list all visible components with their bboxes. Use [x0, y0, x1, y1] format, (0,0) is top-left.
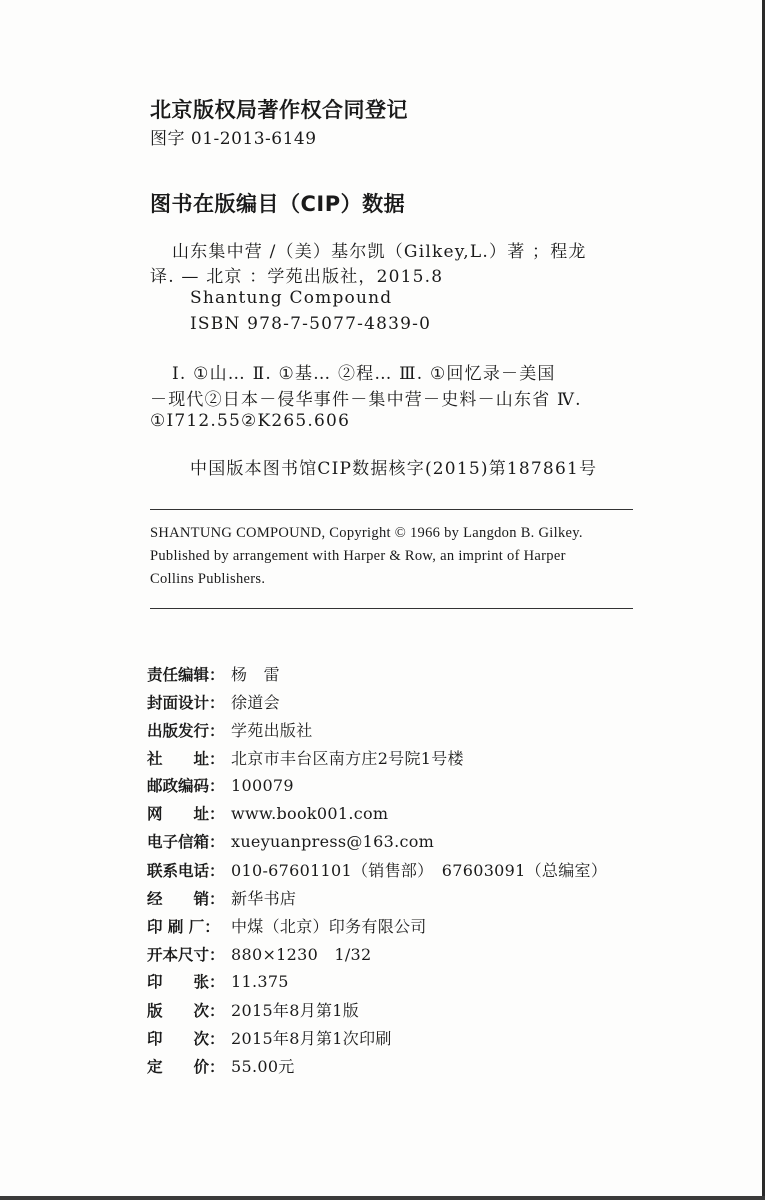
- cip-line-original-title: Shantung Compound: [190, 288, 393, 308]
- info-value: 新华书店: [231, 889, 297, 908]
- cip-heading: 图书在版编目（CIP）数据: [150, 192, 406, 216]
- info-value: 学苑出版社: [231, 721, 313, 740]
- info-value: 徐道会: [231, 693, 280, 712]
- info-label: 电子信箱：: [147, 833, 225, 851]
- info-label: 经 销：: [147, 890, 225, 908]
- info-value: xueyuanpress@163.com: [231, 832, 435, 851]
- info-row-sheets: [147, 970, 289, 992]
- info-row-edition: [147, 998, 359, 1021]
- cip-line-subjects-1: Ⅰ. ①山… Ⅱ. ①基… ②程… Ⅲ. ①回忆录－美国: [172, 364, 556, 384]
- copyright-bottom-rule: [150, 608, 633, 609]
- info-row-editor: [147, 662, 280, 685]
- info-row-phone: [147, 858, 607, 881]
- info-value: 55.00元: [231, 1057, 295, 1076]
- info-label: 版 次：: [147, 1002, 225, 1020]
- info-label: 定 价：: [147, 1058, 225, 1076]
- info-label: 社 址：: [147, 750, 225, 768]
- info-row-printing: [147, 1026, 392, 1049]
- info-row-printer: [147, 914, 427, 937]
- info-value: 11.375: [231, 972, 289, 991]
- copyright-line-2: Published by arrangement with Harper & Row, an imprint of Harper: [150, 548, 566, 564]
- info-row-cover-design: [147, 690, 280, 713]
- cip-line-classification: ①I712.55②K265.606: [150, 411, 351, 431]
- info-label: 印 张：: [147, 973, 225, 991]
- cip-line-record-number: 中国版本图书馆CIP数据核字(2015)第187861号: [190, 459, 598, 479]
- info-value: 2015年8月第1次印刷: [231, 1029, 392, 1048]
- info-value: 北京市丰台区南方庄2号院1号楼: [231, 749, 464, 768]
- info-value: 中煤（北京）印务有限公司: [231, 917, 427, 936]
- info-row-website: [147, 802, 388, 824]
- info-label: 开本尺寸：: [147, 946, 225, 964]
- info-label: 责任编辑：: [147, 666, 225, 684]
- info-value: 100079: [231, 776, 294, 795]
- info-label: 印 次：: [147, 1030, 225, 1048]
- info-value: 杨 雷: [231, 665, 280, 684]
- info-value: 010-67601101（销售部） 67603091（总编室）: [231, 861, 608, 880]
- cip-line-subjects-2: －现代②日本－侵华事件－集中营－史料－山东省 Ⅳ.: [150, 390, 582, 410]
- info-row-email: [147, 830, 434, 852]
- info-label: 出版发行：: [147, 722, 225, 740]
- info-label: 印 刷 厂：: [147, 918, 220, 936]
- cip-line-isbn: ISBN 978-7-5077-4839-0: [190, 314, 432, 334]
- info-row-price: [147, 1054, 295, 1077]
- copyright-top-rule: [150, 509, 633, 510]
- copyright-line-3: Collins Publishers.: [150, 571, 266, 587]
- page-edge-bottom: [0, 1196, 765, 1200]
- cip-line-publisher: 译. — 北京 ：学苑出版社，2015.8: [150, 267, 444, 287]
- info-row-format: [147, 942, 372, 965]
- info-row-address: [147, 746, 464, 769]
- info-label: 封面设计：: [147, 694, 225, 712]
- info-label: 联系电话：: [147, 862, 225, 880]
- info-value: 2015年8月第1版: [231, 1001, 360, 1020]
- info-value: 880×1230 1/32: [231, 945, 372, 964]
- info-value: www.book001.com: [231, 804, 389, 823]
- copyright-line-1: SHANTUNG COMPOUND, Copyright © 1966 by Langdon B. Gilkey.: [150, 525, 583, 541]
- info-row-postcode: [147, 774, 294, 796]
- info-label: 邮政编码：: [147, 777, 225, 795]
- registration-title: 北京版权局著作权合同登记: [150, 98, 408, 122]
- registration-number: 图字 01-2013-6149: [150, 129, 317, 149]
- cip-line-title: 山东集中营 /（美）基尔凯（Gilkey,L.）著 ；程龙: [172, 242, 587, 262]
- info-row-distributor: [147, 886, 296, 909]
- info-row-publisher: [147, 718, 313, 741]
- info-label: 网 址：: [147, 805, 225, 823]
